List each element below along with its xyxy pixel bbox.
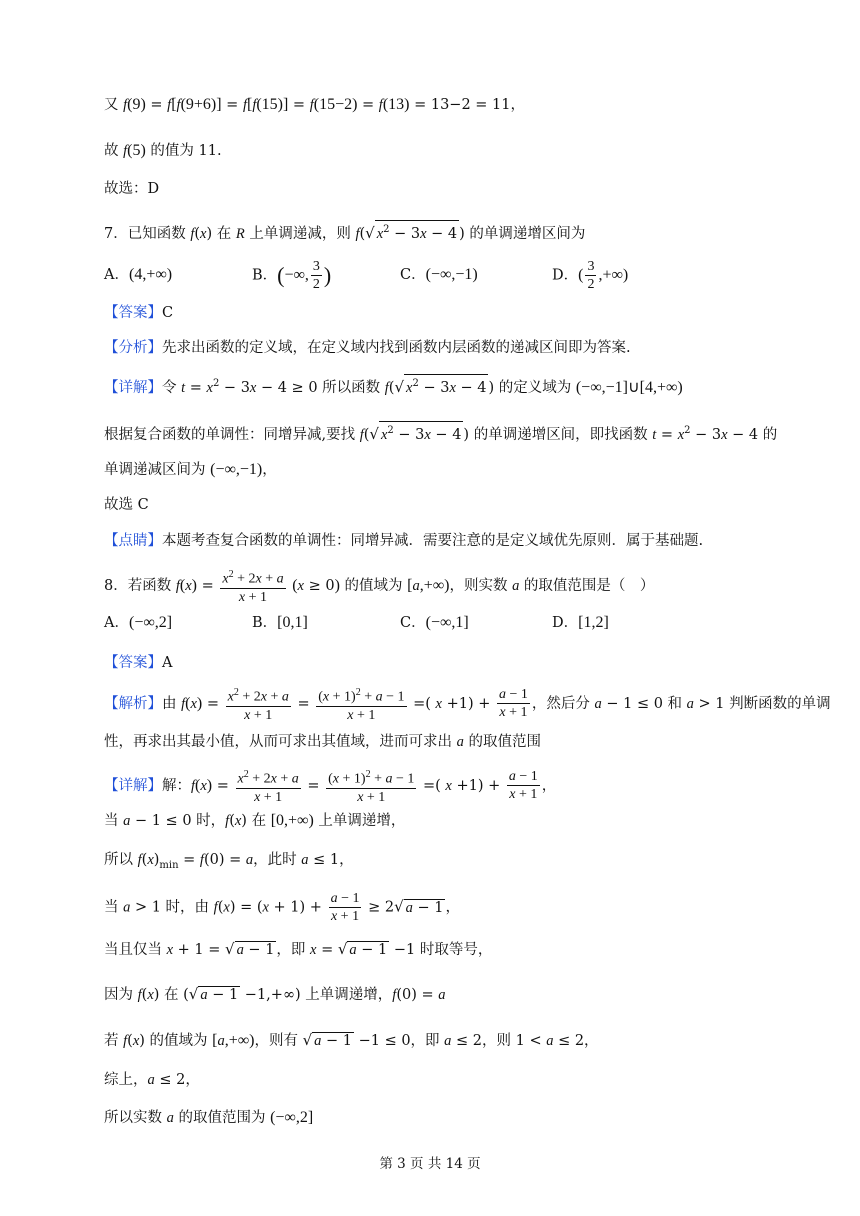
detail-tag: 【详解】 [104,777,162,794]
line-l1: 又 f(9) = f[f(9+6)] = f[f(15)] = f(15−2) = f(13) = 13−2 = 11， [104,96,525,113]
analysis-tag: 【解析】 [104,695,162,712]
step-2: 所以 $f(x)_{min} = f(0) = a$，此时 a ≤ 1， [104,852,354,871]
analysis-text: 先求出函数的定义域，在定义域内找到函数内层函数的递减区间即为答案. [162,340,631,356]
q8-analysis: 【解析】由 f(x) = $\frac{x^2 + 2x + a}{x + 1}$ = $\frac{(x + 1)^2 + a - 1}{x + 1}$ =( x +1) + $\frac{a - 1}{x + 1}$ ，然后分 a − 1 ≤ 0 和 a > 1 判断函数的单调 [104,684,831,724]
q8-detail: 【详解】解：f(x) = $\frac{x^2 + 2x + a}{x + 1}$ = $\frac{(x + 1)^2 + a - 1}{x + 1}$ =( x +1) + $\frac{a - 1}{x + 1}$ ， [104,766,556,806]
question-7: 7．已知函数 f(x) 在 R 上单调递减，则 f(√ $x^2 - 3x - 4$ ) 的单调递增区间为 [104,220,585,245]
q8-analysis-line2: 性，再求出其最小值，从而可求出其值域，进而可求出 a 的取值范围 [104,734,541,750]
q7-line4: 故选 C [104,497,149,513]
answer-tag: 【答案】 [104,655,162,671]
q7-detail: 【详解】令 $t = x^2 - 3x - 4 \ge 0$ 所以函数 f(√ $x^2 - 3x - 4$ ) 的定义域为 (−∞,−1]∪[4,+∞) [104,373,683,399]
step-3: 当 a > 1 时，由 f(x) = (x + 1) + $\frac{a - 1}{x + 1}$ ≥ 2√ a − 1 ， [104,891,460,924]
q7-answer [104,302,173,324]
q7-line3: 单调递减区间为 (−∞,−1)， [104,461,277,478]
q8-option-c: C．(−∞,1] [400,614,469,631]
answer-tag: 【答案】 [104,305,162,321]
step-6: 若 f(x) 的值域为 [a,+∞)，则有 √ a − 1 −1 ≤ 0，即 a ≤ 2，则 1 < a ≤ 2， [104,1031,599,1049]
detail-tag: 【详解】 [104,379,162,396]
q7-option-d: D．( $\frac{3}{2}$ ,+∞) [552,259,629,292]
q7-option-c: C．(−∞,−1) [400,266,478,283]
q8-option-a: A．(−∞,2] [104,614,173,631]
q7-line2: 根据复合函数的单调性：同增异减,要找 f(√ $x^2 - 3x - 4$ ) 的单调递增区间，即找函数 $t = x^2 - 3x - 4$ 的 [104,420,777,446]
step-8: 所以实数 a 的取值范围为 (−∞,2] [104,1109,314,1126]
remark-tag: 【点睛】 [104,533,162,549]
remark-text: 本题考查复合函数的单调性：同增异减．需要注意的是定义域优先原则．属于基础题. [162,533,704,549]
answer-value: C [162,305,174,321]
q8-answer [104,652,172,674]
question-8: 8．若函数 f(x) = $\frac{x^2 + 2x + a}{x + 1}$ (x ≥ 0) 的值域为 [a,+∞)，则实数 a 的取值范围是（ ） [104,566,654,606]
line-l3: 故选：D [104,181,160,197]
step-7: 综上，a ≤ 2， [104,1072,200,1088]
line-l2: 故 f(5) 的值为 11. [104,142,222,159]
page-footer: 第 3 页 共 14 页 [379,1156,481,1172]
answer-value: A [162,655,173,671]
q7-analysis [104,337,631,359]
q7-remark [104,530,703,552]
step-5: 因为 f(x) 在 (√ a − 1 −1,+∞) 上单调递增，f(0) = a [104,985,446,1003]
q7-option-a: A．(4,+∞) [104,266,173,283]
q8-option-b: B．[0,1] [252,614,308,631]
step-4: 当且仅当 x + 1 = √ a − 1 ，即 x = √ a − 1 −1 时取等号， [104,940,493,958]
step-1: 当 a − 1 ≤ 0 时，f(x) 在 [0,+∞) 上单调递增， [104,812,406,829]
q7-option-b: B．(−∞, $\frac{3}{2}$ ) [252,259,332,292]
q8-option-d: D．[1,2] [552,614,609,631]
analysis-tag: 【分析】 [104,340,162,356]
